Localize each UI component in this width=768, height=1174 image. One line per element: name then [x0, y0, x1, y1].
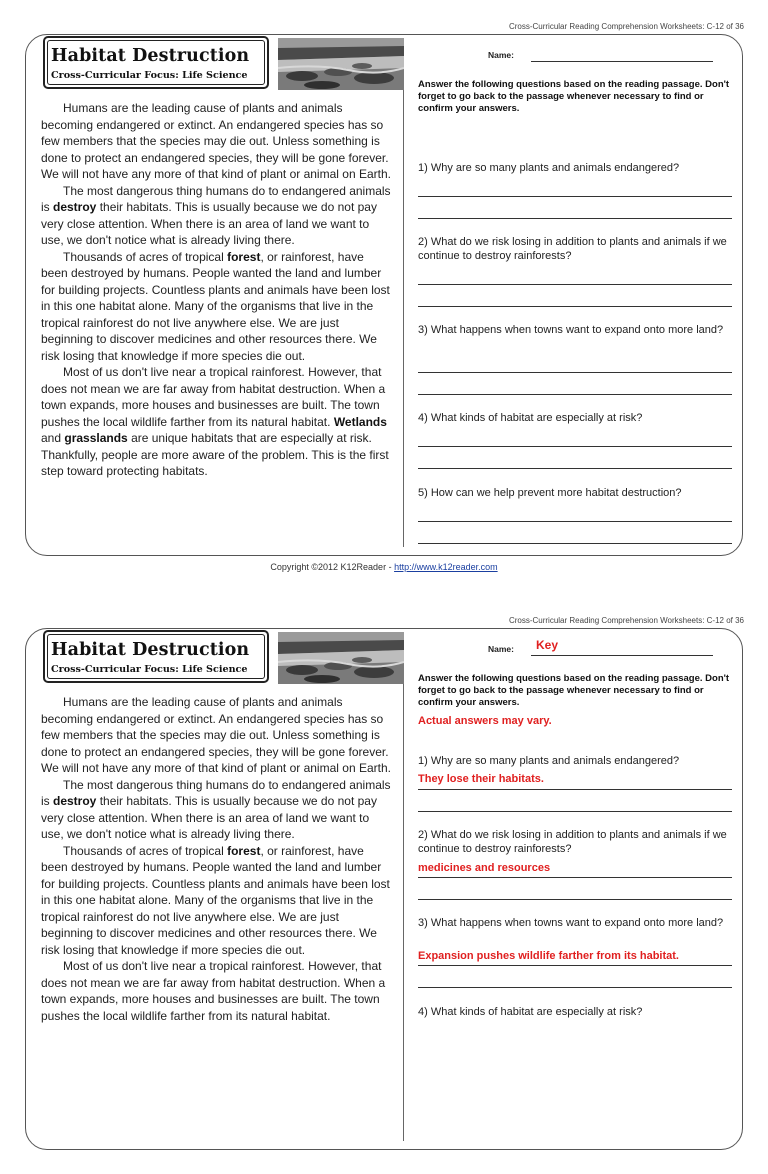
question-text: 1) Why are so many plants and animals endangered?	[418, 162, 680, 174]
answer-line[interactable]	[418, 196, 732, 197]
wetland-photo	[278, 38, 404, 90]
reading-passage	[41, 100, 391, 480]
question-4	[418, 412, 738, 426]
answer-line[interactable]	[418, 446, 732, 447]
question-text: 4) What kinds of habitat are especially at risk?	[418, 1006, 643, 1018]
question-text: 1) Why are so many plants and animals endangered?	[418, 755, 680, 767]
answer-line[interactable]	[418, 394, 732, 395]
name-key-value: Key	[536, 638, 559, 652]
worksheet-blank	[0, 0, 768, 580]
worksheet-subtitle: Cross-Curricular Focus: Life Science	[51, 664, 248, 675]
answer-line[interactable]	[418, 372, 732, 373]
question-3	[418, 324, 738, 338]
question-3	[418, 917, 738, 962]
name-row	[488, 638, 718, 658]
name-row	[488, 50, 718, 64]
answer-line[interactable]	[418, 306, 732, 307]
instructions: Answer the following questions based on the reading passage. Don't forget to go back to the passage whenever necessary to find or confirm your answers.	[418, 673, 730, 708]
passage-paragraph-1: Humans are the leading cause of plants and animals becoming endangered or extinct. An endangered species has so few members that the species may die out. Unless something is done to protect an endangered species, they will be gone forever. We will not have any more of that kind of plant or animal on Earth.	[41, 101, 391, 181]
header-caption: Cross-Curricular Reading Comprehension Worksheets: C-12 of 36	[508, 616, 744, 625]
question-text: 2) What do we risk losing in addition to plants and animals if we continue to destroy rainforests?	[418, 829, 727, 855]
worksheet-title: Habitat Destruction	[51, 640, 250, 660]
column-divider	[403, 636, 404, 1141]
k12reader-link[interactable]: http://www.k12reader.com	[394, 562, 498, 572]
answer-line[interactable]	[418, 965, 732, 966]
reading-passage	[41, 694, 391, 1024]
question-text: 4) What kinds of habitat are especially at risk?	[418, 412, 643, 424]
answer-line[interactable]	[418, 468, 732, 469]
title-box	[43, 630, 269, 683]
column-divider	[403, 42, 404, 547]
answer-line[interactable]	[418, 877, 732, 878]
name-label: Name:	[488, 50, 514, 60]
wetland-photo	[278, 632, 404, 684]
question-1	[418, 755, 738, 785]
question-2	[418, 236, 738, 263]
passage-paragraph-4: Most of us don't live near a tropical rainforest. However, that does not mean we are far away from habitat destruction. When a town expands, more houses and businesses are built. The town pushes the local wildlife farther from its natural habitat.	[41, 959, 386, 1023]
name-label: Name:	[488, 644, 514, 654]
passage-paragraph-2: The most dangerous thing humans do to endangered animals is destroy their habitats. This is usually because we do not pay very close attention. When there is an area of land we want to use, we don't notice what is already living there.	[41, 183, 391, 247]
passage-paragraph-4: Most of us don't live near a tropical rainforest. However, that does not mean we are far away from habitat destruction. When a town expands, more houses and businesses are built. The town pushes the local wildlife farther from its natural habitat. Wetlands and grasslands are unique habitats that are especially at risk. Thankfully, people are more aware of the problem. This is the first step toward protecting habitats.	[41, 365, 389, 478]
worksheet-answer-key	[0, 594, 768, 1174]
header-caption: Cross-Curricular Reading Comprehension Worksheets: C-12 of 36	[508, 22, 744, 31]
passage-paragraph-2: The most dangerous thing humans do to endangered animals is destroy their habitats. This is usually because we do not pay very close attention. When there is an area of land we want to use, we don't notice what is already living there.	[41, 777, 391, 841]
answer-line[interactable]	[418, 811, 732, 812]
passage-paragraph-3: Thousands of acres of tropical forest, or rainforest, have been destroyed by humans. People wanted the land and lumber for building projects. Countless plants and animals have been lost in this one habitat alone. Many of the organisms that live in the tropical rainforest do not live anywhere else. We are just beginning to discover medicines and other resources there. We risk losing that knowledge if more species die out.	[41, 249, 390, 363]
name-field[interactable]	[531, 61, 713, 62]
question-5	[418, 487, 738, 501]
passage-paragraph-3: Thousands of acres of tropical forest, or rainforest, have been destroyed by humans. People wanted the land and lumber for building projects. Countless plants and animals have been lost in this one habitat alone. Many of the organisms that live in the tropical rainforest do not live anywhere else. We are just beginning to discover medicines and other resources there. We risk losing that knowledge if more species die out.	[41, 843, 390, 957]
question-text: 3) What happens when towns want to expand onto more land?	[418, 917, 724, 929]
answer-line[interactable]	[418, 987, 732, 988]
answer-line[interactable]	[418, 521, 732, 522]
worksheet-subtitle: Cross-Curricular Focus: Life Science	[51, 70, 248, 81]
instructions: Answer the following questions based on the reading passage. Don't forget to go back to the passage whenever necessary to find or confirm your answers.	[418, 79, 730, 114]
copyright-footer: Copyright ©2012 K12Reader - http://www.k12reader.com	[270, 562, 498, 572]
answer-text: medicines and resources	[418, 862, 551, 874]
answer-text: They lose their habitats.	[418, 773, 544, 785]
question-text: 3) What happens when towns want to expand onto more land?	[418, 324, 724, 336]
question-text: 5) How can we help prevent more habitat destruction?	[418, 487, 682, 499]
name-field[interactable]	[531, 655, 713, 656]
question-1	[418, 162, 738, 176]
answer-line[interactable]	[418, 218, 732, 219]
answer-line[interactable]	[418, 899, 732, 900]
worksheet-title: Habitat Destruction	[51, 46, 250, 66]
passage-paragraph-1: Humans are the leading cause of plants and animals becoming endangered or extinct. An endangered species has so few members that the species may die out. Unless something is done to protect an endangered species, they will be gone forever. We will not have any more of that kind of plant or animal on Earth.	[41, 695, 391, 775]
question-2	[418, 829, 738, 874]
answers-note: Actual answers may vary.	[418, 715, 552, 727]
title-box	[43, 36, 269, 89]
question-text: 2) What do we risk losing in addition to plants and animals if we continue to destroy rainforests?	[418, 236, 727, 262]
answer-line[interactable]	[418, 284, 732, 285]
answer-text: Expansion pushes wildlife farther from its habitat.	[418, 950, 679, 962]
question-4	[418, 1006, 738, 1020]
answer-line[interactable]	[418, 543, 732, 544]
answer-line[interactable]	[418, 789, 732, 790]
